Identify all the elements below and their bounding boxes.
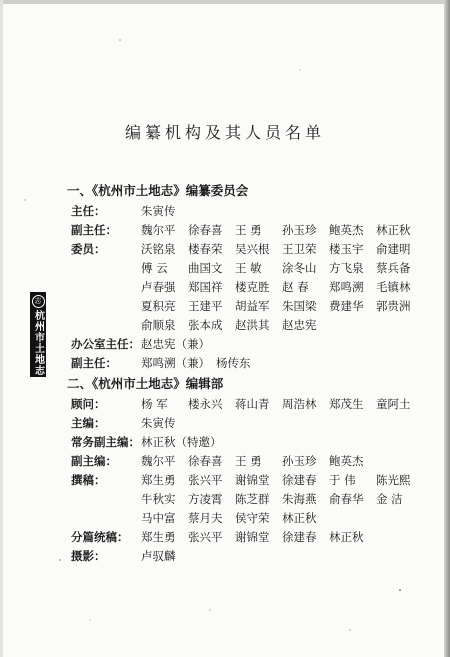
names-group — [141, 316, 329, 335]
person-name: 徐春喜 — [188, 454, 223, 468]
person-name: 张兴平 — [188, 473, 223, 487]
person-name: 张兴平 — [188, 530, 223, 544]
names-group — [141, 240, 423, 259]
person-name: 陈光熙 — [376, 473, 411, 487]
person-name: 牛秋实 — [141, 492, 176, 506]
person-name: 费建华 — [329, 299, 364, 313]
person-name: 张本成 — [188, 318, 223, 332]
role-label — [71, 259, 141, 278]
side-tab — [30, 292, 46, 377]
person-name: 毛镇林 — [376, 280, 411, 294]
names-group — [141, 278, 423, 297]
list-row — [71, 354, 421, 373]
staff-list — [67, 180, 421, 566]
person-name: 陈芝群 — [235, 492, 270, 506]
scan-left-edge — [0, 0, 3, 657]
person-name: 朱海燕 — [282, 492, 317, 506]
person-name: 侯守荣 — [235, 511, 270, 525]
person-name: 童阿土 — [376, 397, 411, 411]
role-label — [71, 490, 141, 509]
section-heading: 二、《杭州市土地志》编辑部 — [67, 376, 224, 391]
names-group — [141, 221, 423, 240]
person-name: 谢锦堂 — [235, 473, 270, 487]
person-name: 赵忠宪 — [282, 318, 317, 332]
person-name: 鲍英杰 — [329, 223, 364, 237]
scan-right-edge — [444, 0, 450, 657]
person-name: 朱寅传 — [141, 416, 176, 430]
person-name: 沃铭泉 — [141, 242, 176, 256]
list-row — [71, 335, 421, 354]
person-name: 蔡兵备 — [376, 261, 411, 275]
names-group — [141, 202, 188, 221]
role-label: 副主任： — [71, 223, 117, 237]
person-name: 郑茂生 — [329, 397, 364, 411]
list-row — [71, 221, 421, 240]
role-label: 办公室主任： — [71, 337, 140, 351]
person-name: 蒋山青 — [235, 397, 270, 411]
person-name: 朱国梁 — [282, 299, 317, 313]
person-name: 王卫荣 — [282, 242, 317, 256]
person-name: 于 伟 — [329, 473, 356, 487]
person-name: 俞春华 — [329, 492, 364, 506]
person-name: 傅 云 — [141, 261, 168, 275]
names-group — [141, 297, 423, 316]
names-group — [141, 414, 188, 433]
names-group — [141, 490, 423, 509]
person-name: 郑生勇 — [141, 473, 176, 487]
person-name: 赵洪其 — [235, 318, 270, 332]
list-row — [71, 259, 421, 278]
role-label — [71, 278, 141, 297]
role-label: 主任： — [71, 204, 106, 218]
names-group — [141, 528, 376, 547]
section-heading: 一、《杭州市土地志》编纂委员会 — [67, 183, 249, 198]
person-name: 赵忠宪（兼） — [141, 337, 210, 351]
person-name: 楼春荣 — [188, 242, 223, 256]
person-name: 孙玉珍 — [282, 223, 317, 237]
person-name: 谢锦堂 — [235, 530, 270, 544]
names-group — [141, 452, 376, 471]
person-name: 赵 春 — [282, 280, 309, 294]
section-2-rows — [71, 395, 421, 566]
list-row — [71, 278, 421, 297]
person-name: 方飞泉 — [329, 261, 364, 275]
role-label: 常务副主编： — [71, 435, 140, 449]
person-name: 林正秋 — [376, 223, 411, 237]
role-label: 撰稿： — [71, 473, 106, 487]
page-title: 编纂机构及其人员名单 — [124, 123, 325, 142]
role-label: 摄影： — [71, 549, 106, 563]
side-tab-text: 杭州市土地志 — [32, 310, 44, 376]
scan-top-edge — [0, 0, 450, 4]
person-name: 魏尔平 — [141, 454, 176, 468]
list-row — [71, 202, 421, 221]
names-group — [141, 433, 228, 452]
person-name: 楼永兴 — [188, 397, 223, 411]
person-name: 蔡月夫 — [188, 511, 223, 525]
list-row — [71, 452, 421, 471]
person-name: 王 敏 — [235, 261, 262, 275]
person-name: 林正秋 — [329, 530, 364, 544]
section-1-rows — [71, 202, 421, 373]
person-name: 王 勇 — [235, 454, 262, 468]
role-label: 副主编： — [71, 454, 117, 468]
role-label: 顾问： — [71, 397, 106, 411]
person-name: 方凌霄 — [188, 492, 223, 506]
list-row — [71, 297, 421, 316]
person-name: 魏尔平 — [141, 223, 176, 237]
list-row — [71, 395, 421, 414]
person-name: 曲国文 — [188, 261, 223, 275]
list-row — [71, 509, 421, 528]
names-group — [141, 354, 263, 373]
person-name: 郑国祥 — [188, 280, 223, 294]
names-group — [141, 547, 188, 566]
list-row — [71, 490, 421, 509]
person-name: 涂冬山 — [282, 261, 317, 275]
role-label: 主编： — [71, 416, 106, 430]
role-label: 副主任： — [71, 356, 117, 370]
names-group — [141, 509, 329, 528]
person-name: 杨传东 — [216, 356, 251, 370]
person-name: 金 洁 — [376, 492, 403, 506]
person-name: 徐春喜 — [188, 223, 223, 237]
person-name: 朱寅传 — [141, 204, 176, 218]
person-name: 马中富 — [141, 511, 176, 525]
person-name: 楼克胜 — [235, 280, 270, 294]
list-row — [71, 528, 421, 547]
person-name: 杨 军 — [141, 397, 168, 411]
person-name: 周浩林 — [282, 397, 317, 411]
person-name: 郑鸣溯 — [329, 280, 364, 294]
person-name: 王建平 — [188, 299, 223, 313]
role-label — [71, 316, 141, 335]
person-name: 林正秋（特邀） — [141, 435, 222, 449]
person-name: 郭贵洲 — [376, 299, 411, 313]
person-name: 徐建春 — [282, 530, 317, 544]
list-row — [71, 316, 421, 335]
person-name: 郑生勇 — [141, 530, 176, 544]
names-group — [141, 259, 423, 278]
names-group — [141, 395, 423, 414]
person-name: 卢春强 — [141, 280, 176, 294]
person-name: 卢驭麟 — [141, 549, 176, 563]
person-name: 鲍英杰 — [329, 454, 364, 468]
person-name: 俞顺泉 — [141, 318, 176, 332]
person-name: 夏积亮 — [141, 299, 176, 313]
person-name: 孙玉珍 — [282, 454, 317, 468]
person-name: 郑鸣溯（兼） — [141, 356, 210, 370]
list-row — [71, 433, 421, 452]
list-row — [71, 547, 421, 566]
names-group — [141, 335, 216, 354]
role-label — [71, 297, 141, 316]
role-label: 委员： — [71, 242, 106, 256]
person-name: 吴兴根 — [235, 242, 270, 256]
person-name: 楼玉宇 — [329, 242, 364, 256]
person-name: 林正秋 — [282, 511, 317, 525]
list-row — [71, 240, 421, 259]
person-name: 徐建春 — [282, 473, 317, 487]
seal-icon: 志 — [32, 295, 45, 308]
list-row — [71, 414, 421, 433]
names-group — [141, 471, 423, 490]
role-label — [71, 509, 141, 528]
person-name: 俞建明 — [376, 242, 411, 256]
person-name: 王 勇 — [235, 223, 262, 237]
list-row — [71, 471, 421, 490]
role-label: 分篇统稿： — [71, 530, 129, 544]
person-name: 胡益军 — [235, 299, 270, 313]
